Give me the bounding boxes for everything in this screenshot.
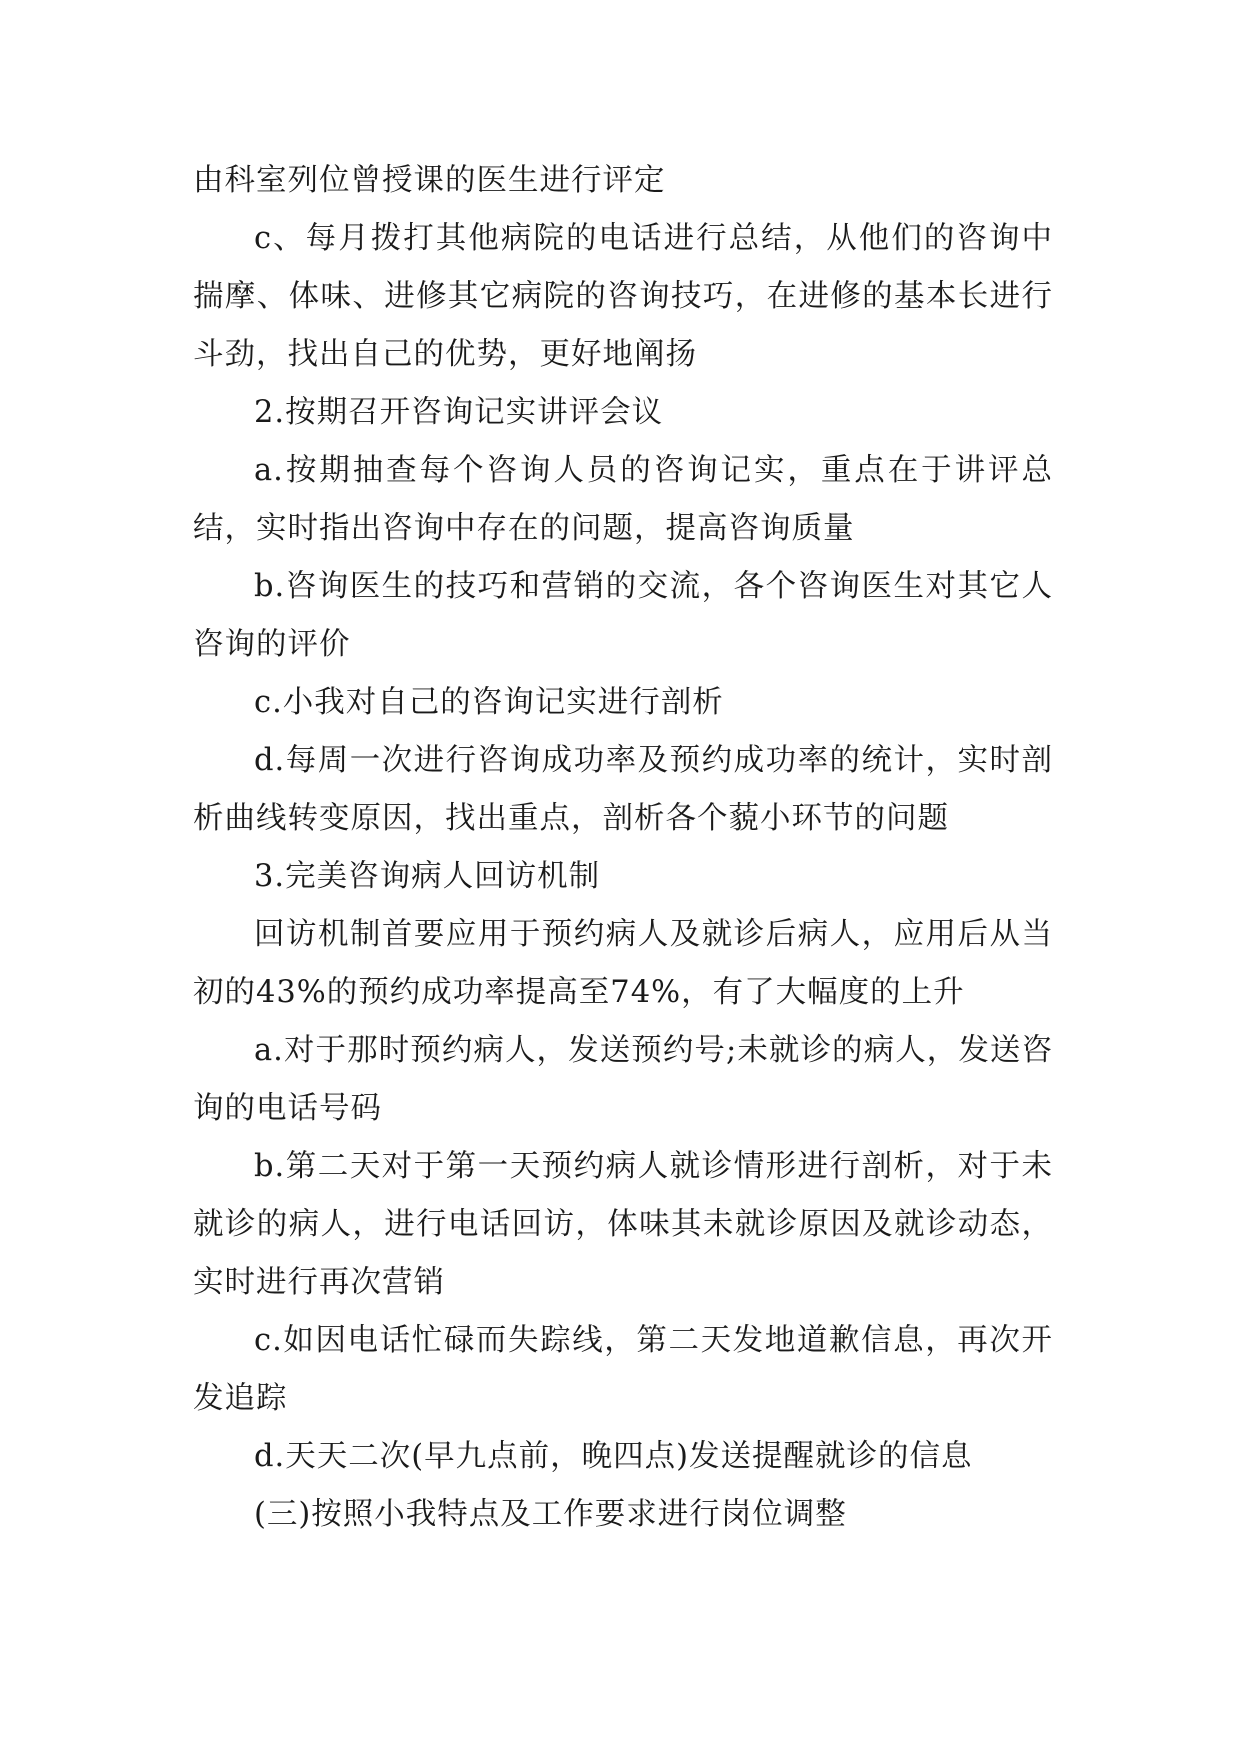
paragraph: c、每月拨打其他病院的电话进行总结，从他们的咨询中揣摩、体味、进修其它病院的咨询技巧，在进修的基本长进行斗劲，找出自己的优势，更好地阐扬 [193, 221, 1053, 372]
paragraph: 由科室列位曾授课的医生进行评定 [193, 163, 666, 198]
paragraph: 回访机制首要应用于预约病人及就诊后病人，应用后从当初的43%的预约成功率提高至74%，有了大幅度的上升 [193, 917, 1053, 1010]
paragraph: b.第二天对于第一天预约病人就诊情形进行剖析，对于未就诊的病人，进行电话回访，体味其未就诊原因及就诊动态，实时进行再次营销 [193, 1149, 1053, 1300]
paragraph: c.小我对自己的咨询记实进行剖析 [254, 685, 724, 720]
document-body [193, 152, 1053, 1544]
paragraph: d.每周一次进行咨询成功率及预约成功率的统计，实时剖析曲线转变原因，找出重点，剖析各个藐小环节的问题 [193, 743, 1053, 836]
paragraph: a.对于那时预约病人，发送预约号;未就诊的病人，发送咨询的电话号码 [193, 1033, 1053, 1126]
paragraph: c.如因电话忙碌而失踪线，第二天发地道歉信息，再次开发追踪 [193, 1323, 1053, 1416]
section-heading: (三)按照小我特点及工作要求进行岗位调整 [254, 1497, 847, 1532]
paragraph: d.天天二次(早九点前，晚四点)发送提醒就诊的信息 [254, 1439, 973, 1474]
section-heading: 3.完美咨询病人回访机制 [254, 859, 601, 894]
paragraph: a.按期抽查每个咨询人员的咨询记实，重点在于讲评总结，实时指出咨询中存在的问题，提高咨询质量 [193, 453, 1053, 546]
paragraph: b.咨询医生的技巧和营销的交流，各个咨询医生对其它人咨询的评价 [193, 569, 1053, 662]
section-heading: 2.按期召开咨询记实讲评会议 [254, 395, 664, 430]
